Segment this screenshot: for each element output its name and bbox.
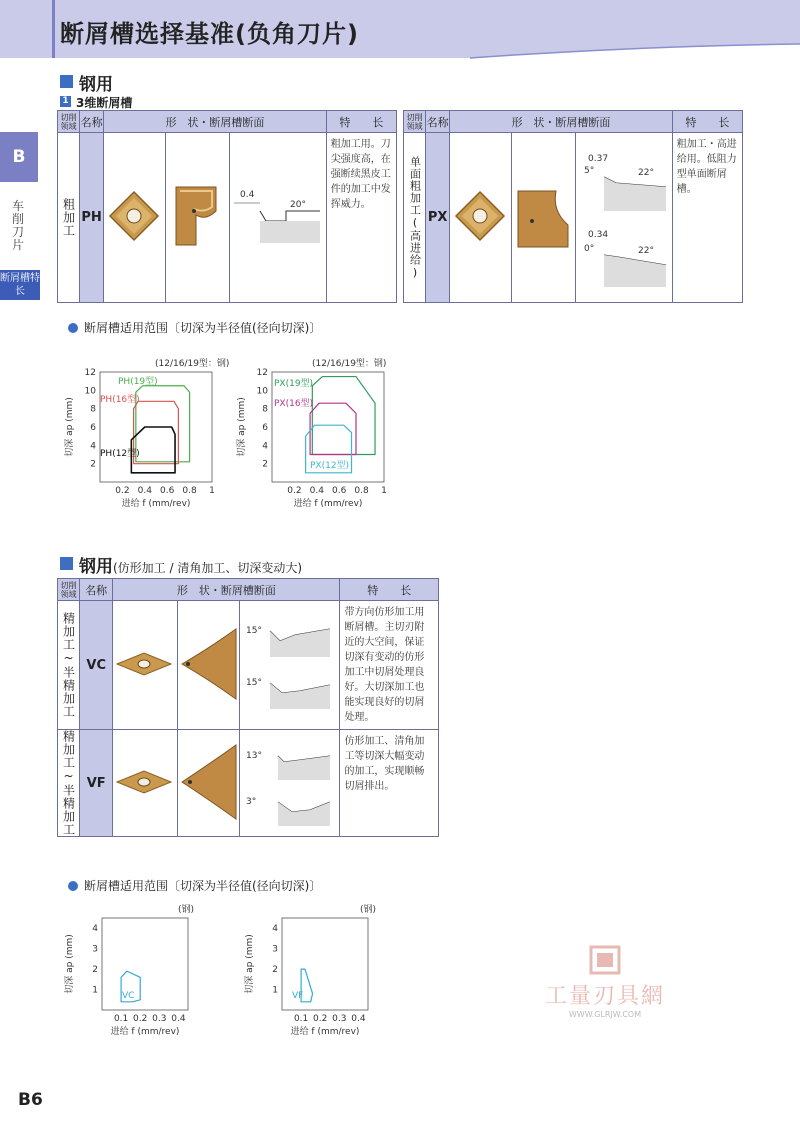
x-axis-label: 进给 f (mm/rev)	[293, 499, 363, 509]
series-region	[310, 403, 356, 454]
section-image	[166, 133, 230, 303]
watermark	[535, 945, 675, 1019]
col-shape: 形 状・断屑槽断面	[104, 111, 327, 133]
side-tab-letter[interactable]: B	[0, 132, 38, 182]
chipbreaker-table-px	[403, 110, 743, 303]
col-region: 切削领域	[58, 579, 80, 601]
insert-image	[113, 601, 177, 730]
y-tick-label: 8	[262, 404, 268, 415]
range-title: 断屑槽适用范围〔切深为半径值(径向切深)〕	[84, 879, 322, 893]
profile-svg	[230, 181, 324, 251]
series-region	[136, 386, 190, 462]
section-marker	[60, 557, 73, 570]
chipbreaker-section-icon	[178, 737, 238, 827]
insert-icon	[450, 186, 510, 246]
y-tick-label: 4	[272, 924, 278, 935]
x-axis-label: 进给 f (mm/rev)	[290, 1027, 360, 1037]
profile-svg	[240, 609, 338, 719]
feature-cell: 仿形加工、清角加工等切深大幅变动的加工，实现顺畅切屑排出。	[340, 730, 439, 837]
series-label: PH(16型)	[100, 395, 140, 405]
region-cell: 精加工~半精加工	[58, 730, 80, 837]
chipbreaker-section-icon	[178, 619, 238, 709]
section-image	[177, 601, 239, 730]
profile-svg	[240, 732, 338, 832]
x-tick-label: 0.1	[293, 1014, 309, 1024]
profile-diagram	[230, 133, 326, 303]
x-axis-label: 进给 f (mm/rev)	[121, 499, 191, 509]
range-chart-vf	[240, 898, 410, 1043]
page-title: 断屑槽选择基准(负角刀片)	[60, 20, 359, 48]
series-region	[312, 377, 375, 455]
section-title: 钢用	[79, 75, 113, 95]
watermark-logo-icon	[585, 945, 625, 975]
col-shape: 形 状・断屑槽断面	[113, 579, 340, 601]
watermark-url: WWW.GLRJW.COM	[568, 1010, 642, 1019]
y-tick-label: 8	[90, 404, 96, 415]
feature-cell: 粗加工・高进给用。低阻力型单面断屑槽。	[672, 133, 742, 303]
series-region	[134, 401, 179, 463]
y-tick-label: 2	[92, 965, 98, 976]
section-marker	[60, 75, 73, 88]
chart-note: (钢)	[360, 905, 377, 915]
chart-note: (钢)	[178, 905, 195, 915]
profile-diagram	[239, 730, 340, 837]
y-tick-label: 3	[92, 944, 98, 955]
x-tick-label: 0.4	[309, 486, 324, 496]
chart-note: (12/16/19型：钢)	[155, 359, 230, 369]
col-name: 名称	[80, 111, 104, 133]
x-tick-label: 0.8	[354, 486, 369, 496]
series-label: PH(12型)	[100, 449, 140, 459]
dim-label: 0.4	[240, 190, 255, 200]
x-tick-label: 0.4	[137, 486, 152, 496]
insert-image	[104, 133, 166, 303]
y-tick-label: 1	[92, 985, 98, 996]
series-label: PX(16型)	[274, 399, 314, 409]
y-tick-label: 6	[262, 423, 268, 433]
y-axis-label: 切深 ap (mm)	[245, 934, 255, 994]
name-cell: VF	[80, 730, 113, 837]
y-tick-label: 4	[92, 924, 98, 935]
y-tick-label: 10	[84, 386, 96, 397]
y-tick-label: 10	[256, 386, 268, 397]
y-tick-label: 2	[272, 965, 278, 976]
side-tab-label: 车削刀片	[11, 199, 24, 252]
angle2-label: 3°	[245, 796, 257, 807]
col-feature: 特 长	[340, 579, 439, 601]
x-tick-label: 0.6	[332, 486, 347, 496]
insert-icon	[113, 757, 175, 807]
col-shape: 形 状・断屑槽断面	[450, 111, 673, 133]
x-tick-label: 0.2	[287, 486, 302, 496]
series-label: PH(19型)	[118, 377, 158, 387]
y-axis-label: 切深 ap (mm)	[65, 934, 75, 994]
col-region: 切削领域	[58, 111, 80, 133]
chart-note: (12/16/19型：钢)	[312, 359, 387, 369]
y-tick-label: 12	[256, 368, 268, 378]
insert-icon	[104, 186, 164, 246]
bullet-icon	[68, 323, 78, 333]
sub-number: 1	[60, 96, 71, 107]
col-name: 名称	[80, 579, 113, 601]
x-tick-label: 0.6	[160, 486, 175, 496]
x-axis-label: 进给 f (mm/rev)	[110, 1027, 180, 1037]
x-tick-label: 0.3	[152, 1014, 167, 1024]
range-chart-vc	[60, 898, 230, 1043]
range-chart-px	[232, 352, 402, 512]
range-chart-ph	[60, 352, 230, 512]
angle2b-label: 22°	[638, 246, 655, 256]
x-tick-label: 0.2	[133, 1014, 148, 1024]
y-tick-label: 4	[90, 441, 96, 452]
x-tick-label: 0.8	[182, 486, 197, 496]
angle1b-label: 22°	[638, 168, 655, 178]
series-label: VC	[122, 991, 135, 1001]
section2-title: 钢用(仿形加工 / 清角加工、切深变动大)	[79, 557, 303, 577]
x-tick-label: 0.4	[171, 1014, 186, 1024]
profile-svg	[576, 141, 670, 291]
y-axis-label: 切深 ap (mm)	[65, 397, 75, 457]
series-label: VF	[292, 991, 304, 1001]
angle2-label: 15°	[245, 677, 262, 688]
x-tick-label: 0.4	[351, 1014, 366, 1024]
profile-diagram	[239, 601, 340, 730]
col-feature: 特 长	[672, 111, 742, 133]
y-tick-label: 2	[262, 459, 268, 470]
x-tick-label: 0.2	[313, 1014, 328, 1024]
y-tick-label: 12	[84, 368, 96, 378]
profile-diagram	[576, 133, 672, 303]
y-tick-label: 4	[262, 441, 268, 452]
insert-icon	[113, 639, 175, 689]
angle1a-label: 5°	[584, 166, 595, 176]
x-tick-label: 0.1	[113, 1014, 129, 1024]
angle2a-label: 0°	[584, 244, 595, 254]
insert-image	[113, 730, 177, 837]
chipbreaker-table-ph	[57, 110, 397, 303]
col-feature: 特 长	[326, 111, 396, 133]
col-name: 名称	[426, 111, 450, 133]
name-cell: VC	[80, 601, 113, 730]
angle1-label: 13°	[245, 750, 262, 761]
side-tab-feature[interactable]: 断屑槽特长	[0, 270, 40, 300]
x-tick-label: 1	[209, 486, 215, 496]
region-cell: 粗加工	[58, 133, 80, 303]
region-cell: 单面粗加工(高进给)	[404, 133, 426, 303]
dim1-label: 0.37	[588, 154, 609, 164]
feature-cell: 带方向仿形加工用断屑槽。主切刃附近的大空间，保证切深有变动的仿形加工中切屑处理良好。大切深加工也能实现良好的切屑处理。	[340, 601, 439, 730]
name-cell: PH	[80, 133, 104, 303]
chipbreaker-table-v	[57, 578, 439, 837]
y-tick-label: 2	[90, 459, 96, 470]
chipbreaker-section-icon	[512, 181, 574, 251]
x-tick-label: 1	[381, 486, 387, 496]
range-title: 断屑槽适用范围〔切深为半径值(径向切深)〕	[84, 321, 322, 335]
series-label: PX(19型)	[274, 379, 314, 389]
section-image	[177, 730, 239, 837]
page-number: B6	[18, 1090, 43, 1110]
name-cell: PX	[426, 133, 450, 303]
chart-frame	[102, 918, 188, 1010]
x-tick-label: 0.2	[115, 486, 130, 496]
angle-label: 20°	[290, 200, 307, 210]
y-axis-label: 切深 ap (mm)	[237, 397, 247, 457]
feature-cell: 粗加工用。刀尖强度高，在强断续黑皮工件的加工中发挥威力。	[326, 133, 396, 303]
sub-title: 3维断屑槽	[76, 96, 133, 110]
dim2-label: 0.34	[588, 230, 609, 240]
section-image	[512, 133, 576, 303]
angle1-label: 15°	[245, 625, 262, 636]
bullet-icon	[68, 881, 78, 891]
series-label: PX(12型)	[310, 461, 350, 471]
y-tick-label: 3	[272, 944, 278, 955]
watermark-title: 工量刃具網	[544, 984, 665, 1009]
y-tick-label: 6	[90, 423, 96, 433]
chipbreaker-section-icon	[166, 181, 228, 251]
col-region: 切削领域	[404, 111, 426, 133]
insert-image	[450, 133, 512, 303]
y-tick-label: 1	[272, 985, 278, 996]
x-tick-label: 0.3	[332, 1014, 347, 1024]
region-cell: 精加工~半精加工	[58, 601, 80, 730]
